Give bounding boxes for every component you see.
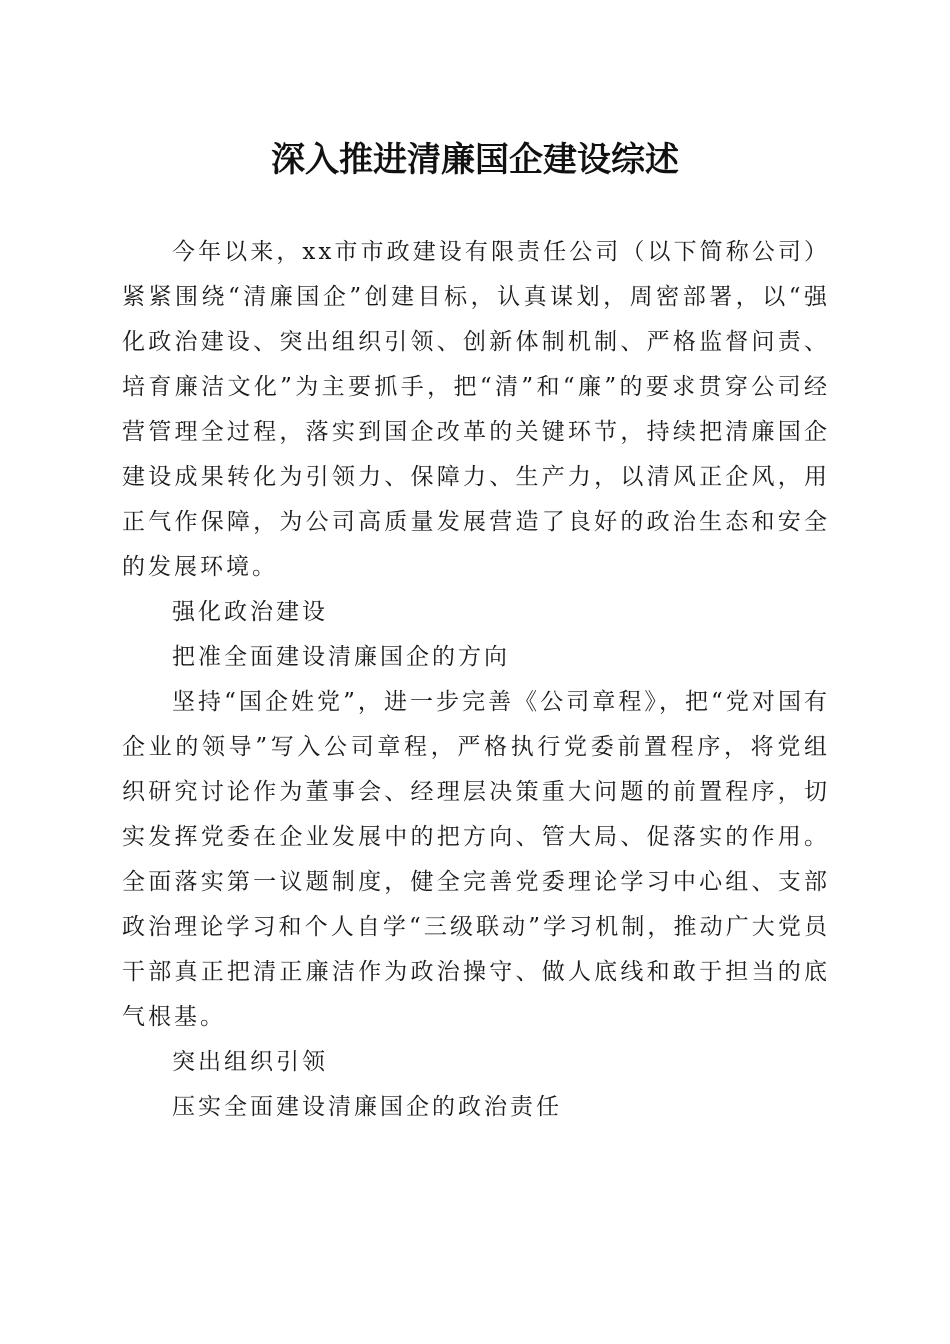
section-heading-political: 强化政治建设: [172, 599, 328, 625]
intro-paragraph: 今年以来，xx市市政建设有限责任公司（以下简称公司）紧紧围绕“清廉国企”创建目标，认真谋划，周密部署，以“强化政治建设、突出组织引领、创新体制机制、严格监督问责、培育廉洁文化”为主要抓手，把“清”和“廉”的要求贯穿公司经营管理全过程，落实到国企改革的关键环节，持续把清廉国企建设成果转化为引领力、保障力、生产力，以清风正企风，用正气作保障，为公司高质量发展营造了良好的政治生态和安全的发展环境。: [122, 239, 830, 580]
political-paragraph: 坚持“国企姓党”，进一步完善《公司章程》，把“党对国有企业的领导”写入公司章程，严格执行党委前置程序，将党组织研究讨论作为董事会、经理层决策重大问题的前置程序，切实发挥党委在企业发展中的把方向、管大局、促落实的作用。全面落实第一议题制度，健全完善党委理论学习中心组、支部政治理论学习和个人自学“三级联动”学习机制，推动广大党员干部真正把清正廉洁作为政治操守、做人底线和敢于担当的底气根基。: [122, 689, 830, 1030]
document-title: 深入推进清廉国企建设综述: [271, 140, 679, 180]
subsection-heading-direction: 把准全面建设清廉国企的方向: [172, 644, 510, 670]
section-heading-organization: 突出组织引领: [172, 1049, 328, 1075]
document-body: [122, 230, 830, 1130]
subsection-heading-responsibility: 压实全面建设清廉国企的政治责任: [172, 1094, 562, 1120]
